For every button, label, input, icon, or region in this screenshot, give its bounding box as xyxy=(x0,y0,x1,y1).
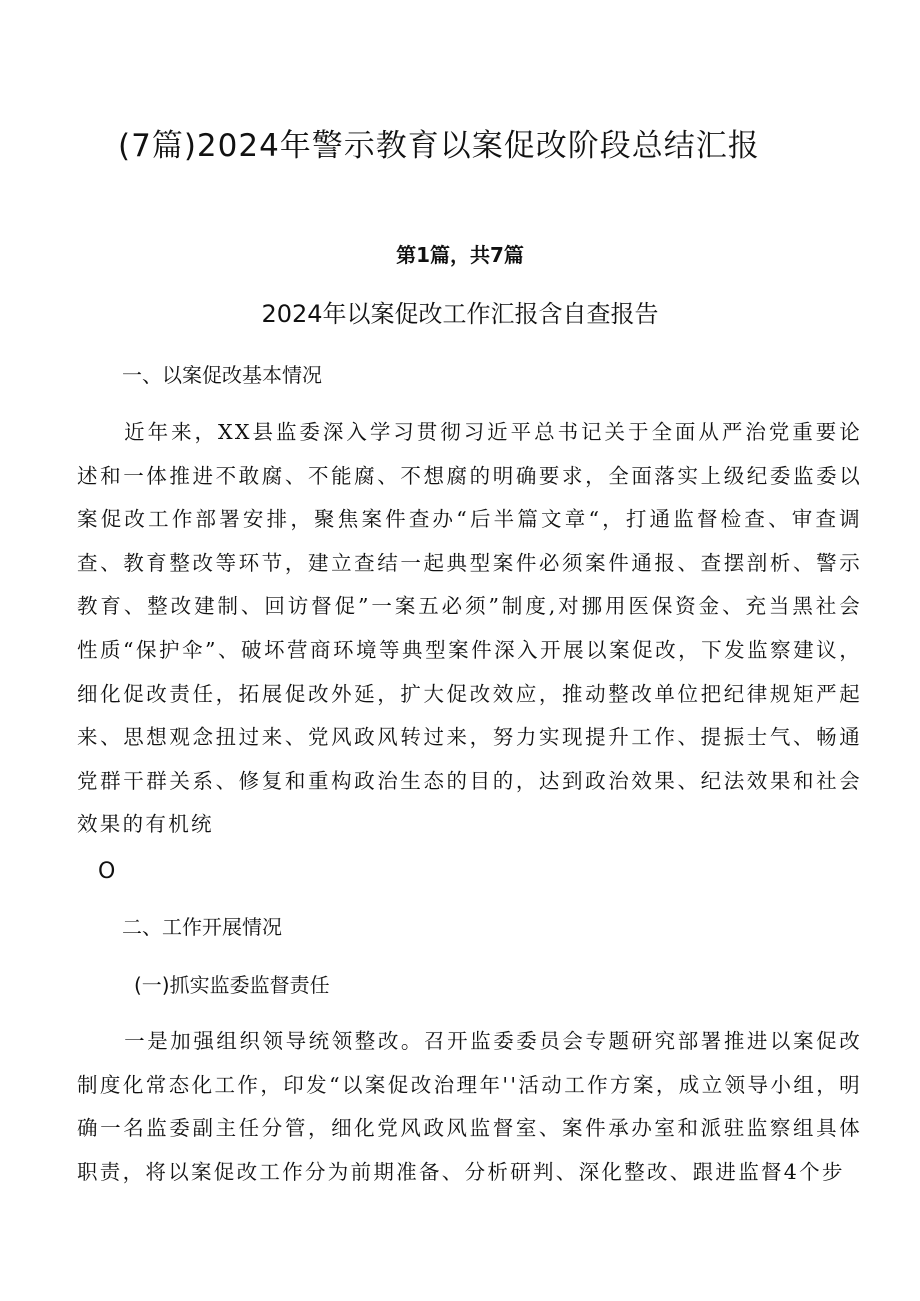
document-title: (7篇)2024年警示教育以案促改阶段总结汇报 xyxy=(118,128,760,164)
part-label: 第1篇，共7篇 xyxy=(396,243,524,267)
paragraph-basic-situation: 近年来，XX县监委深入学习贯彻习近平总书记关于全面从严治党重要论述和一体推进不敢腐、不能腐、不想腐的明确要求，全面落实上级纪委监委以案促改工作部署安排，聚焦案件查办“后半篇文章“，打通监督检查、审查调查、教育整改等环节，建立查结一起典型案件必须案件通报、查摆剖析、警示教育、整改建制、回访督促”一案五必须”制度,对挪用医保资金、充当黑社会性质“保护伞”、破坏营商环境等典型案件深入开展以案促改，下发监察建议，细化促改责任，拓展促改外延，扩大促改效应，推动整改单位把纪律规矩严起来、思想观念扭过来、党风政风转过来，努力实现提升工作、提振士气、畅通党群干群关系、修复和重构政治生态的目的，达到政治效果、纪法效果和社会效果的有机统 xyxy=(77,420,862,837)
section-heading-basic-situation: 一、以案促改基本情况 xyxy=(122,363,322,387)
subsection-heading-supervision: (一)抓实监委监督责任 xyxy=(134,973,330,997)
stray-mark: O xyxy=(98,859,116,884)
report-subtitle: 2024年以案促改工作汇报含自查报告 xyxy=(261,300,659,328)
section-heading-work-progress: 二、工作开展情况 xyxy=(122,915,282,939)
paragraph-supervision: 一是加强组织领导统领整改。召开监委委员会专题研究部署推进以案促改制度化常态化工作，印发“以案促改治理年''活动工作方案，成立领导小组，明确一名监委副主任分管，细化党风政风监督室、案件承办室和派驻监察组具体职责，将以案促改工作分为前期准备、分析研判、深化整改、跟进监督4个步 xyxy=(77,1029,862,1184)
